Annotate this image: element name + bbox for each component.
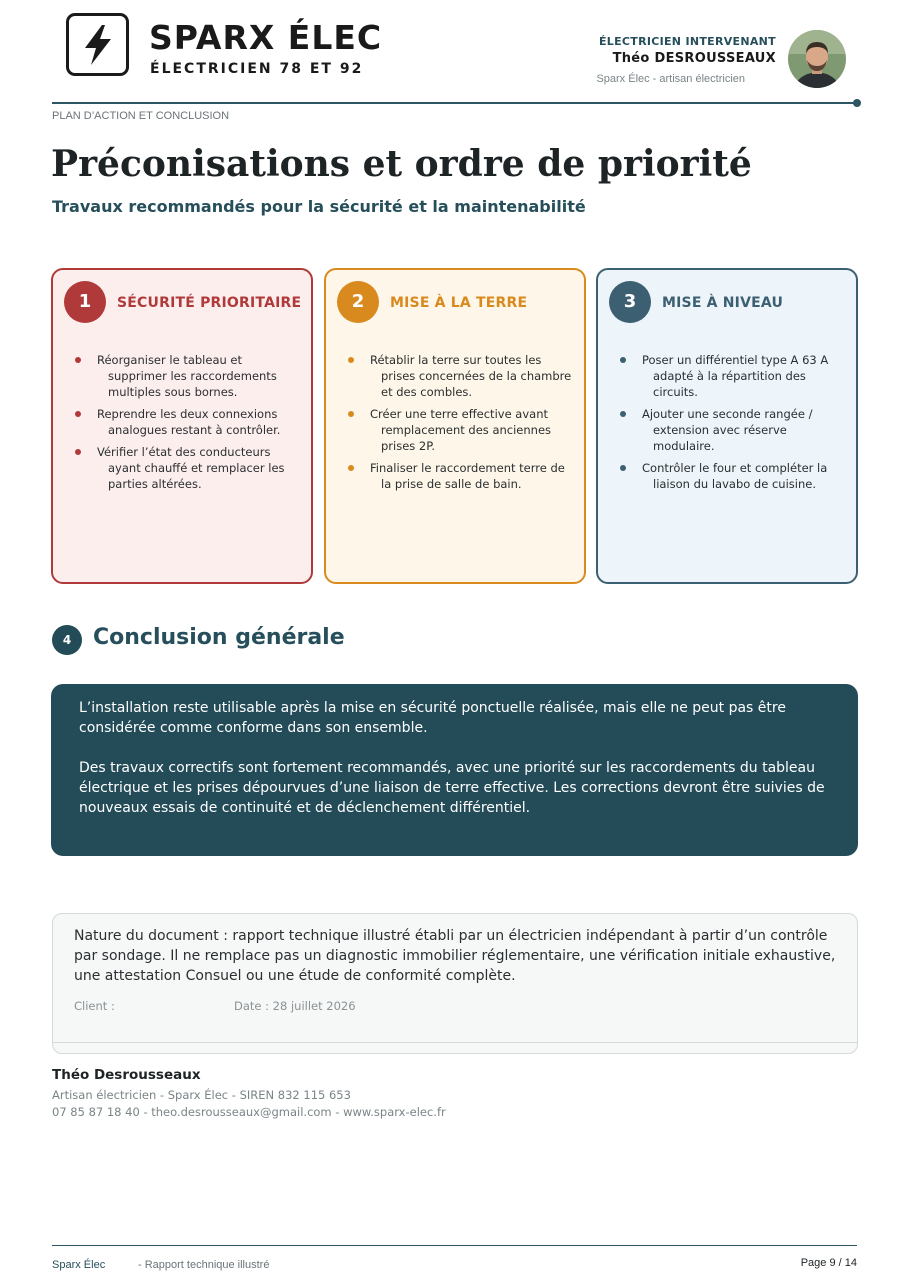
priority-number: 2 bbox=[337, 281, 379, 323]
page-title: Préconisations et ordre de priorité bbox=[51, 143, 752, 185]
bullet-icon bbox=[348, 465, 354, 471]
notice-divider bbox=[53, 1042, 857, 1043]
date-label: Date : 28 juillet 2026 bbox=[234, 999, 356, 1013]
priority-card-upgrade bbox=[596, 268, 858, 584]
header-divider bbox=[52, 102, 857, 104]
brand-name: SPARX ÉLEC bbox=[149, 18, 383, 57]
priority-list bbox=[598, 352, 856, 498]
page-number: Page 9 / 14 bbox=[800, 1257, 857, 1269]
conclusion-box bbox=[51, 684, 858, 856]
conclusion-title: Conclusion générale bbox=[93, 625, 345, 650]
list-item: Poser un différentiel type A 63 A adapté à la répartition des circuits. bbox=[598, 352, 856, 400]
bullet-icon bbox=[620, 357, 626, 363]
priority-number: 3 bbox=[609, 281, 651, 323]
footer-brand: Sparx Élec bbox=[52, 1259, 106, 1271]
signature-contact: 07 85 87 18 40 - theo.desrousseaux@gmail.com - www.sparx-elec.fr bbox=[52, 1105, 446, 1119]
priority-title: SÉCURITÉ PRIORITAIRE bbox=[117, 295, 302, 311]
list-item: Finaliser le raccordement terre de la prise de salle de bain. bbox=[326, 460, 584, 492]
priority-card-earthing bbox=[324, 268, 586, 584]
conclusion-number: 4 bbox=[52, 625, 82, 655]
bullet-icon bbox=[75, 449, 81, 455]
technician-avatar bbox=[788, 30, 846, 88]
list-item: Réorganiser le tableau et supprimer les raccordements multiples sous bornes. bbox=[53, 352, 311, 400]
client-label: Client : bbox=[74, 999, 115, 1013]
list-item: Créer une terre effective avant remplacement des anciennes prises 2P. bbox=[326, 406, 584, 454]
lightning-bolt-icon bbox=[81, 24, 115, 66]
bullet-icon bbox=[620, 465, 626, 471]
priority-title: MISE À LA TERRE bbox=[390, 295, 528, 311]
section-label: PLAN D’ACTION ET CONCLUSION bbox=[52, 110, 230, 122]
bullet-icon bbox=[348, 357, 354, 363]
footer-divider bbox=[52, 1245, 857, 1246]
priority-title: MISE À NIVEAU bbox=[662, 295, 784, 311]
priority-list bbox=[53, 352, 311, 498]
technician-company: Sparx Élec - artisan électricien bbox=[596, 73, 745, 85]
bullet-icon bbox=[75, 411, 81, 417]
conclusion-paragraph: Des travaux correctifs sont fortement recommandés, avec une priorité sur les raccordements du tableau électrique et les prises dépourvues d’une liaison de terre effective. Les corrections devront être suivies de nouveaux essais de continuité et de déclenchement différentiel. bbox=[79, 760, 825, 816]
conclusion-paragraph: L’installation reste utilisable après la mise en sécurité ponctuelle réalisée, mais elle ne peut pas être considérée comme conforme dans son ensemble. bbox=[79, 700, 786, 736]
page-subtitle: Travaux recommandés pour la sécurité et la maintenabilité bbox=[52, 197, 586, 216]
priority-number: 1 bbox=[64, 281, 106, 323]
bullet-icon bbox=[348, 411, 354, 417]
signature-name: Théo Desrousseaux bbox=[52, 1067, 201, 1083]
brand-tagline: ÉLECTRICIEN 78 ET 92 bbox=[150, 61, 364, 77]
list-item: Contrôler le four et compléter la liaison du lavabo de cuisine. bbox=[598, 460, 856, 492]
technician-name: Théo DESROUSSEAUX bbox=[612, 51, 776, 66]
list-item: Vérifier l’état des conducteurs ayant chauffé et remplacer les parties altérées. bbox=[53, 444, 311, 492]
document-notice bbox=[52, 913, 858, 1054]
list-item: Rétablir la terre sur toutes les prises concernées de la chambre et des combles. bbox=[326, 352, 584, 400]
priority-card-security bbox=[51, 268, 313, 584]
priority-list bbox=[326, 352, 584, 498]
footer-document-type: - Rapport technique illustré bbox=[138, 1259, 270, 1271]
header-divider-dot bbox=[853, 99, 861, 107]
list-item: Ajouter une seconde rangée / extension avec réserve modulaire. bbox=[598, 406, 856, 454]
technician-role: ÉLECTRICIEN INTERVENANT bbox=[598, 35, 776, 48]
bullet-icon bbox=[620, 411, 626, 417]
notice-text: Nature du document : rapport technique illustré établi par un électricien indépendant à partir d’un contrôle par sondage. Il ne remplace pas un diagnostic immobilier réglementaire, une vérification initiale exhaustive, une attestation Consuel ou une étude de conformité complète. bbox=[74, 928, 836, 984]
list-item: Reprendre les deux connexions analogues restant à contrôler. bbox=[53, 406, 311, 438]
signature-company: Artisan électricien - Sparx Élec - SIREN 832 115 653 bbox=[52, 1088, 351, 1102]
bullet-icon bbox=[75, 357, 81, 363]
brand-logo bbox=[66, 13, 129, 76]
